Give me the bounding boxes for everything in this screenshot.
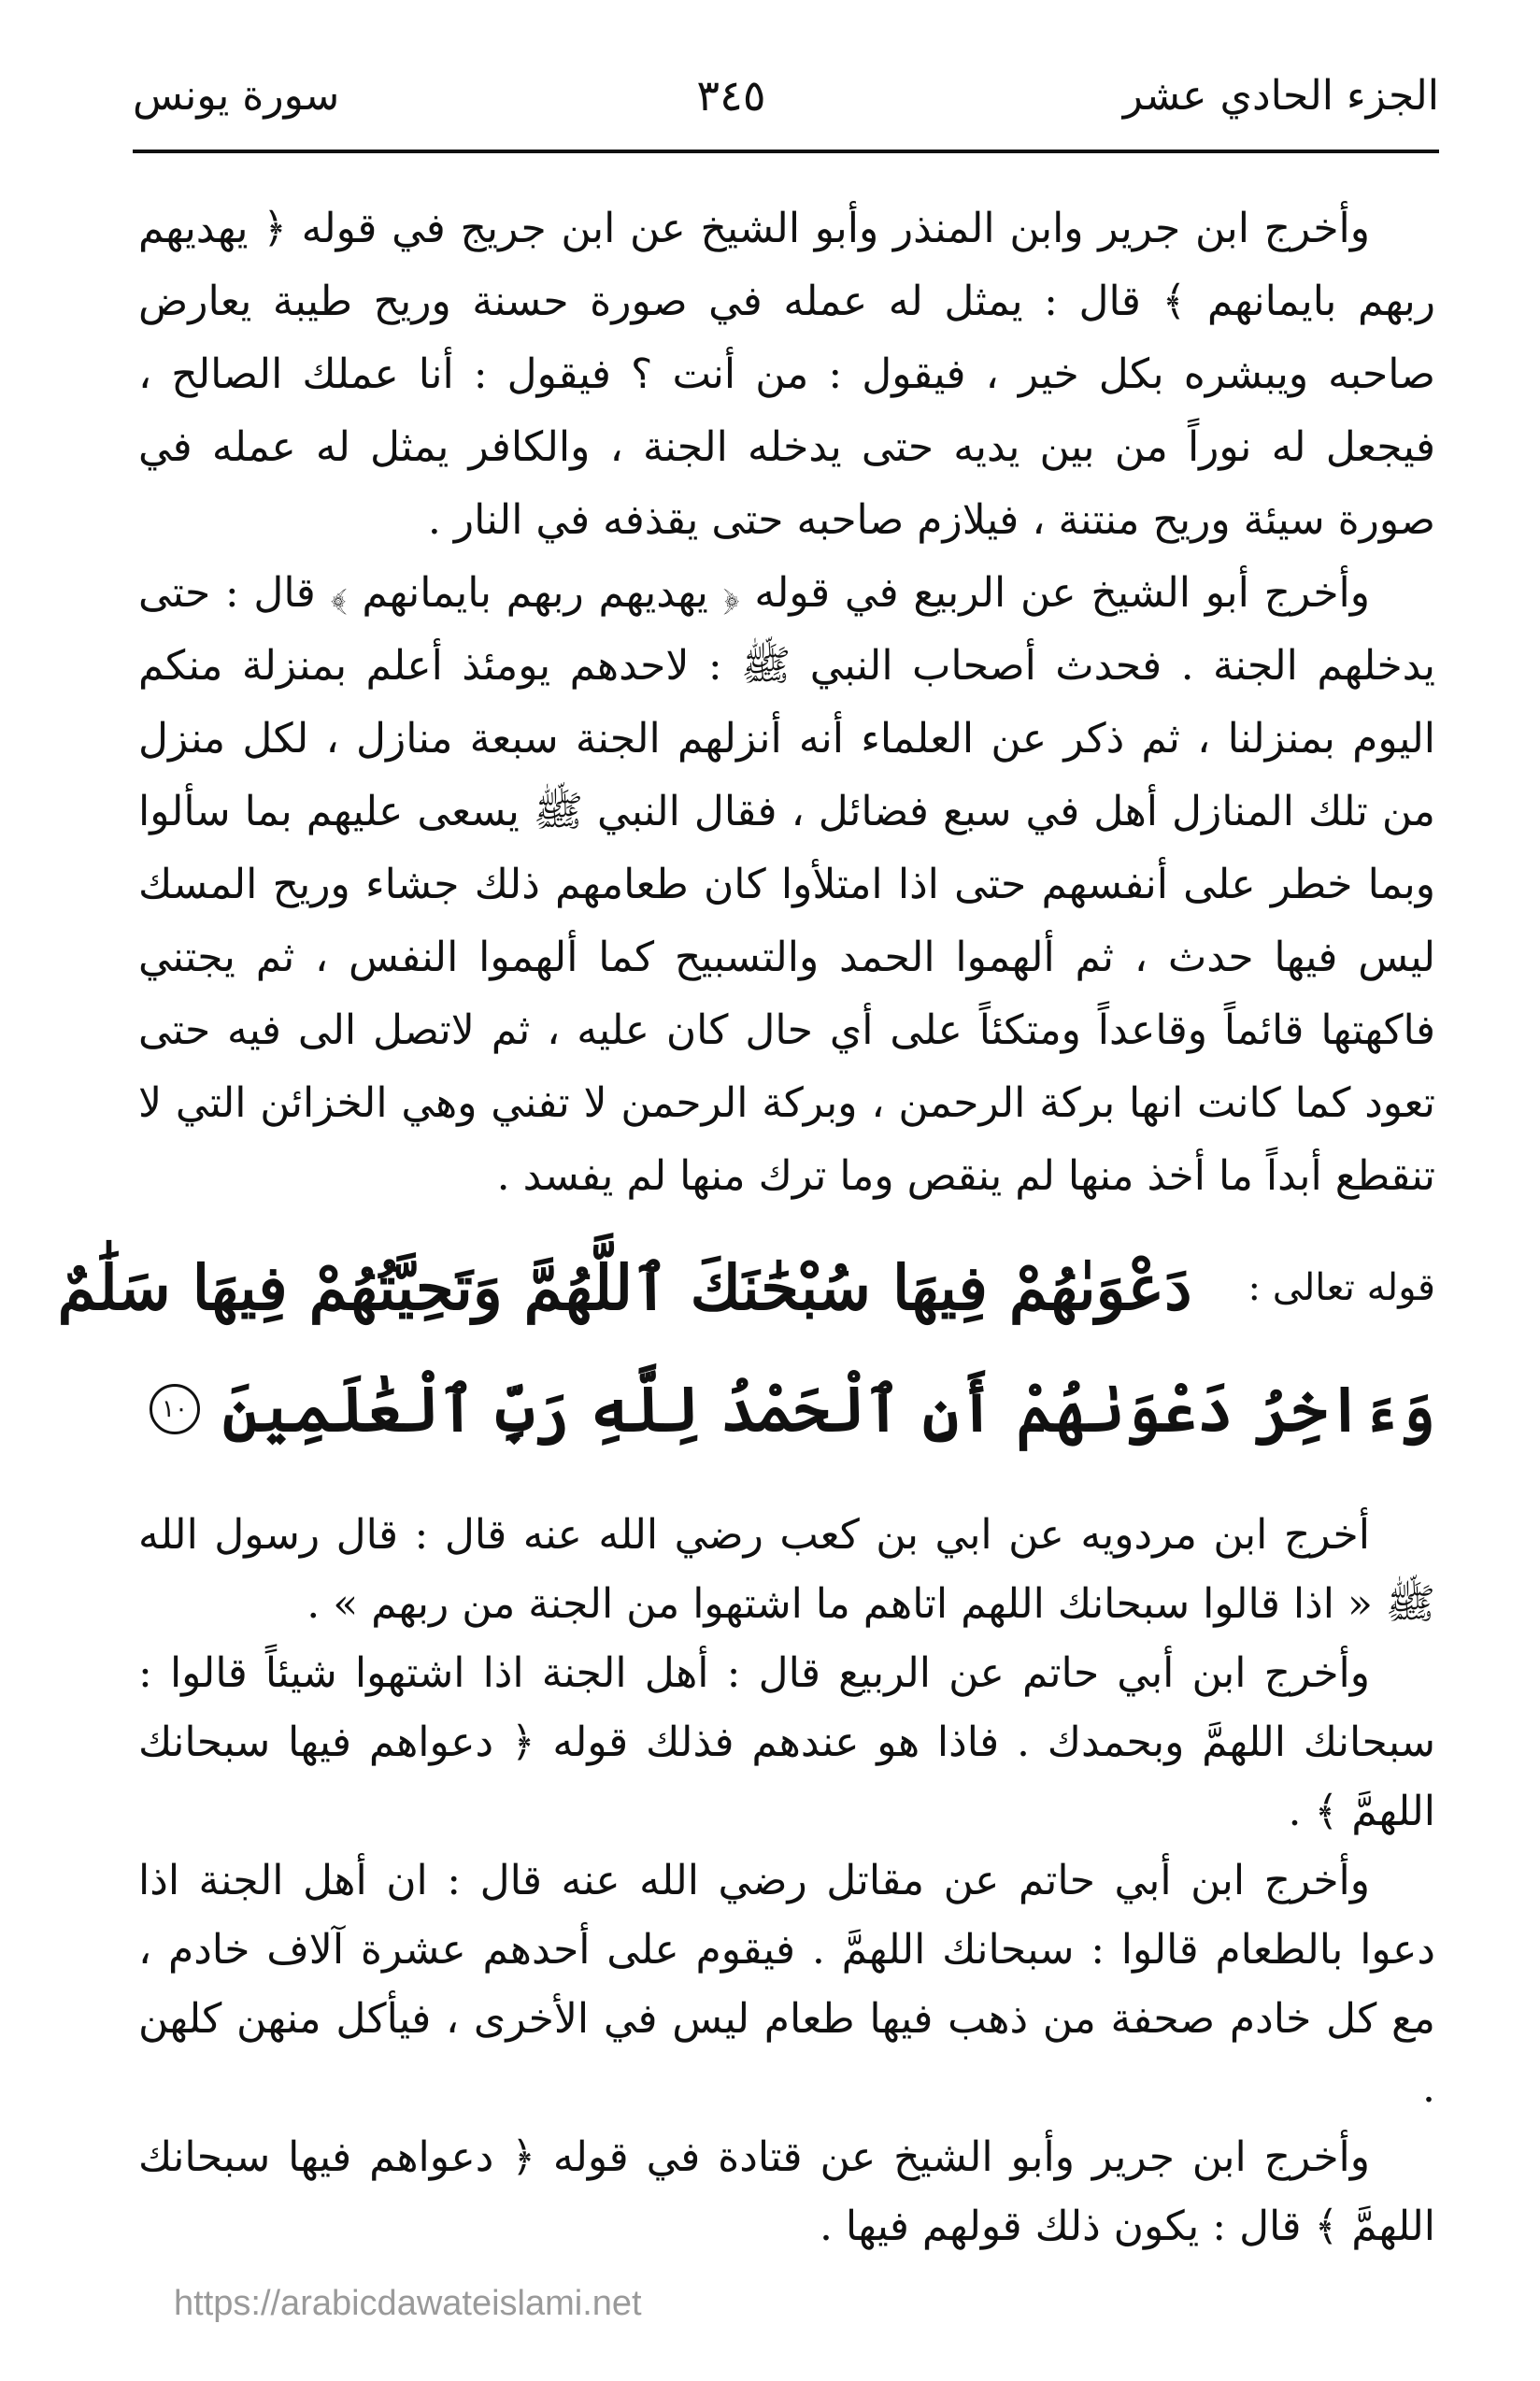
page-number: ٣٤٥ bbox=[696, 70, 766, 121]
commentary-top bbox=[138, 192, 1435, 1213]
verse-text-2: وَءَاخِرُ دَعْوَىٰهُمْ أَنِ ٱلْحَمْدُ لِلَّهِ رَبِّ ٱلْعَٰلَمِينَ bbox=[221, 1373, 1435, 1446]
verse-number: ١٠ bbox=[150, 1384, 200, 1434]
paragraph: وأخرج ابن أبي حاتم عن الربيع قال : أهل الجنة اذا اشتهوا شيئاً قالوا : سبحانك اللهمَّ وبحمدك . فاذا هو عندهم فذلك قوله ﴿ دعواهم فيها سبحانك اللهمَّ ﴾ . bbox=[138, 1649, 1435, 1835]
verse-text-1: دَعْوَىٰهُمْ فِيهَا سُبْحَٰنَكَ ٱللَّهُمَّ وَتَحِيَّتُهُمْ فِيهَا سَلَٰمٌ bbox=[57, 1251, 1192, 1324]
commentary-bottom bbox=[138, 1501, 1435, 2261]
watermark-url: https://arabicdawateislami.net bbox=[174, 2284, 642, 2323]
verse-line-2 bbox=[138, 1353, 1435, 1465]
surah-title: سورة يونس bbox=[133, 71, 340, 120]
header-divider bbox=[133, 150, 1439, 153]
quran-verse bbox=[57, 1232, 1435, 1475]
paragraph: وأخرج أبو الشيخ عن الربيع في قوله ﴿ يهديهم ربهم بايمانهم ﴾ قال : حتى يدخلهم الجنة . فحدث أصحاب النبي ﷺ : لاحدهم يومئذ أعلم بمنزلة منكم اليوم بمنزلنا ، ثم ذكر عن العلماء أنه أنزلهم الجنة سبعة منازل ، لكل منزل من تلك المنازل أهل في سبع فضائل ، فقال النبي ﷺ يسعى عليهم بما سألوا وبما خطر على أنفسهم حتى اذا امتلأوا كان طعامهم ذلك جشاء وريح المسك ليس فيها حدث ، ثم ألهموا الحمد والتسبيح كما ألهموا النفس ، ثم يجتني فاكهتها قائماً وقاعداً ومتكئاً على أي حال كان عليه ، ثم لاتصل الى فيه حتى تعود كما كانت انها بركة الرحمن ، وبركة الرحمن لا تفني وهي الخزائن التي لا تنقطع أبداً ما أخذ منها لم ينقص وما ترك منها لم يفسد . bbox=[138, 569, 1435, 1200]
part-title: الجزء الحادي عشر bbox=[1122, 71, 1439, 120]
paragraph: وأخرج ابن جرير وابن المنذر وأبو الشيخ عن ابن جريج في قوله ﴿ يهديهم ربهم بايمانهم ﴾ قال : يمثل له عمله في صورة حسنة وريح طيبة يعارض صاحبه ويبشره بكل خير ، فيقول : من أنت ؟ فيقول : أنا عملك الصالح ، فيجعل له نوراً من بين يديه حتى يدخله الجنة ، والكافر يمثل له عمله في صورة سيئة وريح منتنة ، فيلازم صاحبه حتى يقذفه في النار . bbox=[138, 205, 1435, 544]
paragraph: أخرج ابن مردويه عن ابي بن كعب رضي الله عنه قال : قال رسول الله ﷺ « اذا قالوا سبحانك اللهم اتاهم ما اشتهوا من الجنة من ربهم » . bbox=[138, 1511, 1435, 1628]
page-header bbox=[133, 58, 1439, 133]
paragraph: وأخرج ابن جرير وأبو الشيخ عن قتادة في قوله ﴿ دعواهم فيها سبحانك اللهمَّ ﴾ قال : يكون ذلك قولهم فيها . bbox=[138, 2133, 1435, 2250]
verse-line-1 bbox=[57, 1232, 1435, 1344]
paragraph: وأخرج ابن أبي حاتم عن مقاتل رضي الله عنه قال : ان أهل الجنة اذا دعوا بالطعام قالوا : سبحانك اللهمَّ . فيقوم على أحدهم عشرة آلاف خادم ، مع كل خادم صحفة من ذهب فيها طعام ليس في الأخرى ، فيأكل منهن كلهن . bbox=[138, 1857, 1435, 2112]
verse-intro: قوله تعالى : bbox=[1248, 1266, 1435, 1309]
